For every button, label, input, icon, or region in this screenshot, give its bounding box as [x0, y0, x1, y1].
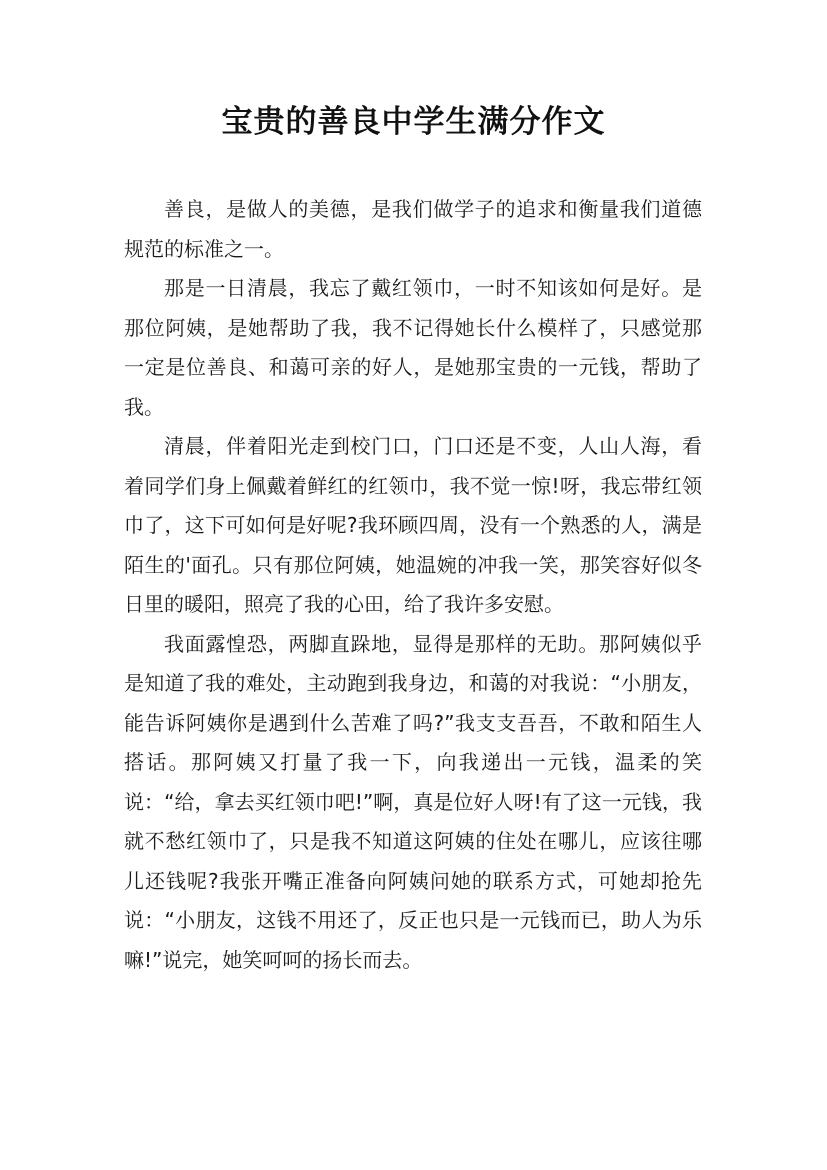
paragraph: 善良，是做人的美德，是我们做学子的追求和衡量我们道德规范的标准之一。 [124, 197, 702, 261]
paragraph: 清晨，伴着阳光走到校门口，门口还是不变，人山人海，看着同学们身上佩戴着鲜红的红领巾，我不觉一惊!呀，我忘带红领巾了，这下可如何是好呢?我环顾四周，没有一个熟悉的人，满是陌生的'面孔。只有那位阿姨，她温婉的冲我一笑，那笑容好似冬日里的暖阳，照亮了我的心田，给了我许多安慰。 [124, 434, 702, 616]
document-title: 宝贵的善良中学生满分作文 [221, 104, 606, 140]
document-body [124, 190, 702, 980]
paragraph: 那是一日清晨，我忘了戴红领巾，一时不知该如何是好。是那位阿姨，是她帮助了我，我不记得她长什么模样了，只感觉那一定是位善良、和蔼可亲的好人，是她那宝贵的一元钱，帮助了我。 [124, 276, 702, 419]
paragraph: 我面露惶恐，两脚直跺地，显得是那样的无助。那阿姨似乎是知道了我的难处，主动跑到我身边，和蔼的对我说：“小朋友，能告诉阿姨你是遇到什么苦难了吗?”我支支吾吾，不敢和陌生人搭话。那阿姨又打量了我一下，向我递出一元钱，温柔的笑说：“给，拿去买红领巾吧!”啊，真是位好人呀!有了这一元钱，我就不愁红领巾了，只是我不知道这阿姨的住处在哪儿，应该往哪儿还钱呢?我张开嘴正准备向阿姨问她的联系方式，可她却抢先说：“小朋友，这钱不用还了，反正也只是一元钱而已，助人为乐嘛!”说完，她笑呵呵的扬长而去。 [124, 631, 702, 972]
